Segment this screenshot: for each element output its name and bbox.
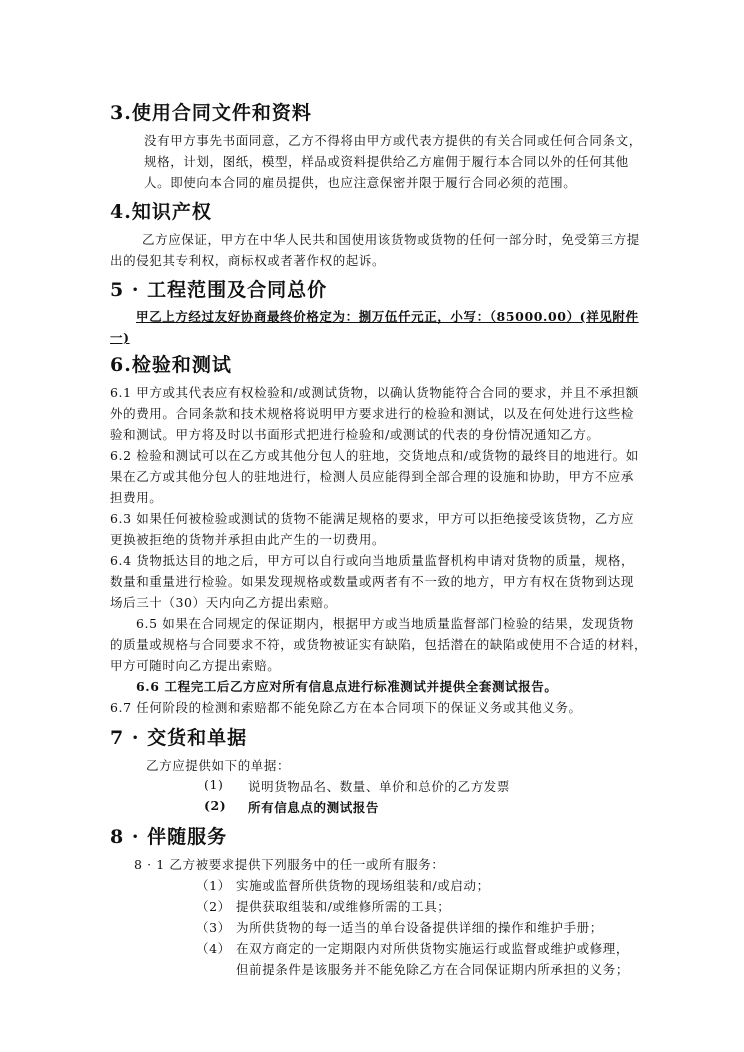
section-7-item-text: 所有信息点的测试报告 (248, 800, 380, 815)
section-4-heading: 4.知识产权 (110, 201, 212, 223)
section-6-line: 6.2 检验和测试可以在乙方或其他分包人的驻地，交货地点和/或货物的最终目的地进行。如 (110, 448, 639, 463)
section-6-line: 数量和重量进行检验。如果发现规格或数量或两者有不一致的地方，甲方有权在货物到达现 (110, 574, 635, 589)
section-6-line-bold: 6.6 工程完工后乙方应对所有信息点进行标准测试并提供全套测试报告。 (136, 679, 558, 694)
section-6-heading: 6.检验和测试 (110, 354, 232, 376)
section-6-line: 场后三十（30）天内向乙方提出索赔。 (110, 595, 337, 610)
section-3-line: 规格，计划，图纸，模型，样品或资料提供给乙方雇佣于履行本合同以外的任何其他 (144, 154, 629, 169)
section-6-line: 外的费用。合同条款和技术规格将说明甲方要求进行的检验和测试，以及在何处进行这些检 (110, 406, 635, 421)
section-7-intro: 乙方应提供如下的单据： (146, 758, 291, 773)
section-3-line: 没有甲方事先书面同意，乙方不得将由甲方或代表方提供的有关合同或任何合同条文， (144, 133, 642, 148)
section-6-line: 果在乙方或其他分包人的驻地进行，检测人员应能得到全部合理的设施和协助，甲方不应承 (110, 469, 635, 484)
section-8-item-text: 为所供货物的每一适当的单台设备提供详细的操作和维护手册； (236, 920, 603, 935)
section-7-item-number: (2) (204, 798, 227, 813)
section-7-heading: 7 · 交货和单据 (110, 727, 248, 749)
contract-price-line: 一) (110, 330, 130, 345)
contract-price-line: 甲乙上方经过友好协商最终价格定为：捌万伍仟元正，小写：（85000.00）(祥见附件 (136, 309, 639, 324)
section-6-line: 验和测试。甲方将及时以书面形式把进行检验和/或测试的代表的身份情况通知乙方。 (110, 427, 600, 442)
section-5-heading: 5 · 工程范围及合同总价 (110, 279, 328, 301)
section-8-item-number: （3） (196, 920, 231, 935)
section-6-line: 担费用。 (110, 490, 163, 505)
section-6-line: 6.4 货物抵达目的地之后，甲方可以自行或向当地质量监督机构申请对货物的质量，规格， (110, 553, 635, 568)
section-8-item-continuation: 但前提条件是该服务并不能免除乙方在合同保证期内所承担的义务； (236, 962, 630, 977)
section-6-line: 的质量或规格与合同要求不符，或货物被证实有缺陷，包括潜在的缺陷或使用不合适的材料， (110, 637, 648, 652)
section-4-line: 乙方应保证，甲方在中华人民共和国使用该货物或货物的任何一部分时，免受第三方提 (142, 232, 640, 247)
section-7-item-number: (1) (204, 777, 224, 792)
section-8-intro: 8 · 1 乙方被要求提供下列服务中的任一或所有服务： (134, 857, 445, 872)
section-6-line: 更换被拒绝的货物并承担由此产生的一切费用。 (110, 532, 386, 547)
section-6-line: 甲方可随时向乙方提出索赔。 (110, 658, 281, 673)
section-8-item-number: （2） (196, 899, 231, 914)
section-7-item-text: 说明货物品名、数量、单价和总价的乙方发票 (248, 779, 511, 794)
section-8-heading: 8 · 伴随服务 (110, 826, 228, 848)
section-6-line: 6.3 如果任何被检验或测试的货物不能满足规格的要求，甲方可以拒绝接受该货物，乙方应 (110, 511, 635, 526)
section-8-item-number: （1） (196, 878, 231, 893)
section-8-item-text: 在双方商定的一定期限内对所供货物实施运行或监督或维护或修理， (236, 941, 630, 956)
section-8-item-text: 提供获取组装和/或维修所需的工具； (236, 899, 451, 914)
section-4-line: 出的侵犯其专利权，商标权或者著作权的起诉。 (110, 253, 386, 268)
section-6-line: 6.1 甲方或其代表应有权检验和/或测试货物，以确认货物能符合合同的要求，并且不承担额 (110, 385, 639, 400)
section-8-item-number: （4） (196, 941, 231, 956)
section-3-heading: 3.使用合同文件和资料 (110, 102, 312, 124)
section-8-item-text: 实施或监督所供货物的现场组装和/或启动； (236, 878, 490, 893)
section-3-line: 人。即使向本合同的雇员提供，也应注意保密并限于履行合同必须的范围。 (144, 175, 577, 190)
section-6-line: 6.7 任何阶段的检测和索赔都不能免除乙方在本合同项下的保证义务或其他义务。 (110, 700, 582, 715)
section-6-line: 6.5 如果在合同规定的保证期内，根据甲方或当地质量监督部门检验的结果，发现货物 (136, 616, 634, 631)
